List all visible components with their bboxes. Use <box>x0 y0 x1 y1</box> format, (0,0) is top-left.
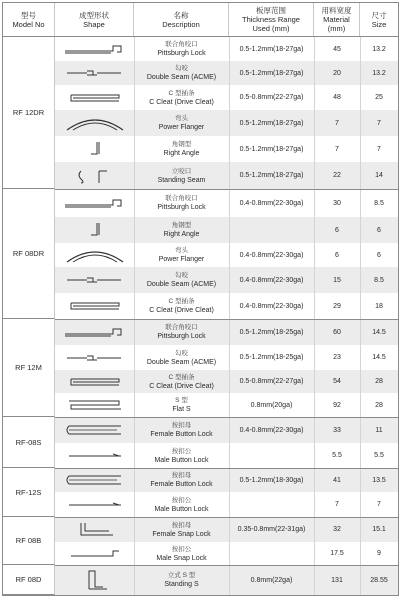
description-en: Power Flanger <box>158 256 205 263</box>
description-cell <box>134 217 229 243</box>
description-cn: 角钢型 <box>171 141 192 148</box>
shape-diagram <box>55 370 134 393</box>
shape-diagram <box>55 565 134 595</box>
header-model-en: Model No <box>12 19 45 29</box>
column-divider <box>134 37 135 595</box>
header-description <box>134 3 229 36</box>
description-cn: 按扣母 <box>171 422 192 429</box>
material-cell: 22 <box>333 172 341 179</box>
description-en: Pittsburgh Lock <box>157 50 206 57</box>
size-cell: 6 <box>377 251 381 259</box>
thickness-cell: 0.5-0.8mm(22-27ga) <box>239 94 304 101</box>
table-row <box>3 565 398 595</box>
description-en: Flat S <box>172 406 191 413</box>
material-cell: 7 <box>335 501 339 508</box>
description-cell <box>134 517 229 542</box>
header-description-en: Description <box>162 19 200 29</box>
description-cell <box>134 565 229 595</box>
size-cell: 9 <box>377 550 381 557</box>
description-cn: 角钢型 <box>171 222 192 229</box>
description-cell <box>134 345 229 370</box>
group-separator <box>55 189 398 190</box>
description-cn: C 型插条 <box>168 373 195 381</box>
table-row <box>3 517 398 542</box>
size-cell: 28 <box>375 378 383 385</box>
description-en: Standing S <box>164 581 199 588</box>
shape-diagram <box>55 37 134 61</box>
thickness-cell <box>229 492 314 517</box>
description-cell <box>134 370 229 393</box>
material-cell: 7 <box>335 145 339 153</box>
header-description-cn: 名称 <box>173 10 189 20</box>
description-en: Male Snap Lock <box>156 554 207 562</box>
header-material-unit: (mm) <box>327 24 346 33</box>
header-shape-cn: 成型形状 <box>79 10 109 20</box>
model-cell: RF-08S <box>3 417 55 468</box>
thickness-cell: 0.5-1.2mm(18-27ga) <box>239 172 304 179</box>
table-row <box>3 85 398 110</box>
description-cell <box>134 110 229 136</box>
header-material <box>314 3 360 36</box>
shape-diagram <box>55 136 134 162</box>
table-row <box>3 162 398 189</box>
group-separator <box>55 417 398 418</box>
size-cell: 13.2 <box>372 45 386 53</box>
description-en: C Cleat (Drive Cleat) <box>149 307 214 314</box>
description-cn: 弯头 <box>175 247 188 254</box>
size-cell: 7 <box>377 119 381 127</box>
material-cell: 54 <box>333 378 341 385</box>
shape-diagram <box>55 243 134 267</box>
model-cell: RF 08B <box>3 517 55 565</box>
description-en: Double Seam (ACME) <box>146 281 217 288</box>
size-cell: 13.5 <box>372 476 386 484</box>
table-row <box>3 217 398 243</box>
description-cn: C 型插条 <box>168 298 195 305</box>
table-row <box>3 110 398 136</box>
shape-diagram <box>55 110 134 136</box>
shape-diagram <box>55 85 134 110</box>
header-thickness <box>229 3 314 36</box>
header-model <box>3 3 55 36</box>
description-en: Double Seam (ACME) <box>146 358 217 366</box>
size-cell: 14 <box>375 172 383 179</box>
material-cell: 17.5 <box>330 550 344 557</box>
description-cell <box>134 468 229 492</box>
shape-diagram <box>55 61 134 85</box>
size-cell: 28.55 <box>370 576 388 584</box>
material-cell: 45 <box>333 45 341 53</box>
model-cell: RF 12DR <box>3 37 55 189</box>
thickness-cell: 0.5-1.2mm(18-27ga) <box>239 69 304 77</box>
description-cn: 勾咬 <box>175 272 188 279</box>
column-divider <box>360 37 361 595</box>
shape-diagram <box>55 345 134 370</box>
description-cn: 按扣公 <box>171 496 192 504</box>
description-en: Double Seam (ACME) <box>146 74 217 81</box>
shape-diagram <box>55 267 134 293</box>
table-row <box>3 267 398 293</box>
material-cell: 60 <box>333 328 341 336</box>
description-en: Male Button Lock <box>154 456 209 464</box>
description-cell <box>134 393 229 417</box>
material-cell: 41 <box>333 476 341 484</box>
thickness-cell: 0.4-0.8mm(22-30ga) <box>239 276 304 284</box>
material-cell: 20 <box>333 69 341 77</box>
group-separator <box>55 517 398 518</box>
table-row <box>3 319 398 345</box>
shape-diagram <box>55 468 134 492</box>
description-cn: 按扣母 <box>171 521 192 529</box>
group-separator <box>55 319 398 320</box>
description-en: Pittsburgh Lock <box>157 204 206 211</box>
shape-diagram <box>55 217 134 243</box>
description-cell <box>134 243 229 267</box>
thickness-cell <box>229 542 314 565</box>
header-thickness-cn: 板厚范围 <box>256 6 286 15</box>
thickness-cell: 0.5-0.8mm(22-27ga) <box>239 378 304 385</box>
header-material-en: Material <box>323 15 350 24</box>
group-separator <box>55 565 398 566</box>
description-cell <box>134 162 229 189</box>
description-cn: 弯头 <box>175 115 188 122</box>
description-cn: C 型插条 <box>168 89 195 97</box>
thickness-cell: 0.5-1.2mm(18-30ga) <box>239 476 304 484</box>
table-row <box>3 37 398 61</box>
table-row <box>3 345 398 370</box>
table-row <box>3 468 398 492</box>
description-cell <box>134 267 229 293</box>
description-cn: 按扣母 <box>171 472 192 479</box>
thickness-cell: 0.5-1.2mm(18-27ga) <box>239 119 304 127</box>
header-shape-en: Shape <box>83 19 105 29</box>
model-cell: RF 08D <box>3 565 55 595</box>
material-cell: 7 <box>335 119 339 127</box>
group-separator <box>55 468 398 469</box>
size-cell: 7 <box>377 501 381 508</box>
table-row <box>3 542 398 565</box>
table-row <box>3 189 398 217</box>
description-cell <box>134 189 229 217</box>
model-cell: RF-12S <box>3 468 55 517</box>
material-cell: 30 <box>333 199 341 207</box>
description-cell <box>134 293 229 319</box>
size-cell: 18 <box>375 302 383 310</box>
shape-diagram <box>55 492 134 517</box>
product-table <box>2 2 399 596</box>
size-cell: 28 <box>375 401 383 409</box>
description-cn: 立式 S 型 <box>167 572 196 579</box>
description-cn: 按扣公 <box>171 545 192 553</box>
shape-diagram <box>55 319 134 345</box>
description-cell <box>134 417 229 443</box>
description-cn: 勾咬 <box>175 65 188 72</box>
description-cn: 联合角咬口 <box>165 195 198 202</box>
size-cell: 13.2 <box>372 69 386 77</box>
header-thickness-en: Thickness Range <box>242 15 300 24</box>
thickness-cell: 0.5-1.2mm(18-25ga) <box>239 354 304 361</box>
shape-diagram <box>55 293 134 319</box>
thickness-cell: 0.8mm(20ga) <box>250 401 293 409</box>
description-cell <box>134 37 229 61</box>
thickness-cell: 0.5-1.2mm(18-25ga) <box>239 328 304 336</box>
material-cell: 48 <box>333 94 341 101</box>
column-divider <box>314 37 315 595</box>
shape-diagram <box>55 443 134 468</box>
description-en: Standing Seam <box>157 176 206 184</box>
description-en: Right Angle <box>163 231 200 238</box>
thickness-cell: 0.4-0.8mm(22-30ga) <box>239 251 304 259</box>
description-en: C Cleat (Drive Cleat) <box>149 98 214 106</box>
size-cell: 14.5 <box>372 328 386 336</box>
material-cell: 6 <box>335 226 339 234</box>
material-cell: 15 <box>333 276 341 284</box>
description-cell <box>134 443 229 468</box>
thickness-cell: 0.4-0.8mm(22-30ga) <box>239 199 304 207</box>
description-cn: 按扣公 <box>171 447 192 455</box>
description-en: C Cleat (Drive Cleat) <box>149 382 214 390</box>
size-cell: 11 <box>375 426 383 434</box>
table-row <box>3 243 398 267</box>
size-cell: 6 <box>377 226 381 234</box>
size-cell: 5.5 <box>374 452 384 459</box>
header-size-en: Size <box>371 19 387 29</box>
description-en: Right Angle <box>163 150 200 157</box>
material-cell: 92 <box>333 401 341 409</box>
description-cell <box>134 319 229 345</box>
description-en: Female Snap Lock <box>152 530 211 538</box>
material-cell: 32 <box>333 526 341 533</box>
model-cell: RF 12M <box>3 319 55 417</box>
size-cell: 8.5 <box>374 276 384 284</box>
description-cell <box>134 136 229 162</box>
size-cell: 7 <box>377 145 381 153</box>
table-row <box>3 417 398 443</box>
header-size <box>360 3 398 36</box>
description-en: Female Button Lock <box>150 481 213 488</box>
header-thickness-unit: Used (mm) <box>252 24 290 33</box>
shape-diagram <box>55 517 134 542</box>
material-cell: 29 <box>333 302 341 310</box>
table-row <box>3 293 398 319</box>
thickness-cell: 0.5-1.2mm(18-27ga) <box>239 145 304 153</box>
shape-diagram <box>55 417 134 443</box>
size-cell: 25 <box>375 94 383 101</box>
shape-diagram <box>55 542 134 565</box>
description-en: Female Button Lock <box>150 431 213 438</box>
table-row <box>3 443 398 468</box>
header-material-cn: 用料宽度 <box>321 6 352 15</box>
thickness-cell <box>229 217 314 243</box>
table-row <box>3 492 398 517</box>
material-cell: 23 <box>333 354 341 361</box>
column-divider <box>229 37 230 595</box>
description-cell <box>134 85 229 110</box>
table-row <box>3 370 398 393</box>
header-shape <box>55 3 134 36</box>
material-cell: 33 <box>333 426 341 434</box>
thickness-cell: 0.5-1.2mm(18-27ga) <box>239 45 304 53</box>
description-cn: S 型 <box>175 397 188 404</box>
model-cell: RF 08DR <box>3 189 55 319</box>
size-cell: 15.1 <box>372 526 386 533</box>
material-cell: 5.5 <box>332 452 342 459</box>
table-header <box>3 3 398 37</box>
size-cell: 14.5 <box>372 354 386 361</box>
thickness-cell: 0.8mm(22ga) <box>250 576 293 584</box>
material-cell: 6 <box>335 251 339 259</box>
table-row <box>3 393 398 417</box>
description-cn: 勾咬 <box>175 349 188 357</box>
description-en: Pittsburgh Lock <box>157 333 206 340</box>
table-row <box>3 61 398 85</box>
thickness-cell <box>229 443 314 468</box>
description-cell <box>134 61 229 85</box>
thickness-cell: 0.4-0.8mm(22-30ga) <box>239 302 304 310</box>
shape-diagram <box>55 189 134 217</box>
description-cn: 联合角咬口 <box>165 41 198 48</box>
description-cell <box>134 542 229 565</box>
description-en: Male Button Lock <box>154 505 209 513</box>
shape-diagram <box>55 393 134 417</box>
material-cell: 131 <box>331 576 343 584</box>
table-row <box>3 136 398 162</box>
thickness-cell: 0.35-0.8mm(22-31ga) <box>237 526 306 533</box>
description-cell <box>134 492 229 517</box>
size-cell: 8.5 <box>374 199 384 207</box>
description-cn: 立咬口 <box>171 167 192 175</box>
description-cn: 联合角咬口 <box>165 324 198 331</box>
header-size-cn: 尺寸 <box>371 10 387 20</box>
description-en: Power Flanger <box>158 124 205 131</box>
thickness-cell: 0.4-0.8mm(22-30ga) <box>239 426 304 434</box>
header-model-cn: 型号 <box>21 10 36 20</box>
shape-diagram <box>55 162 134 189</box>
